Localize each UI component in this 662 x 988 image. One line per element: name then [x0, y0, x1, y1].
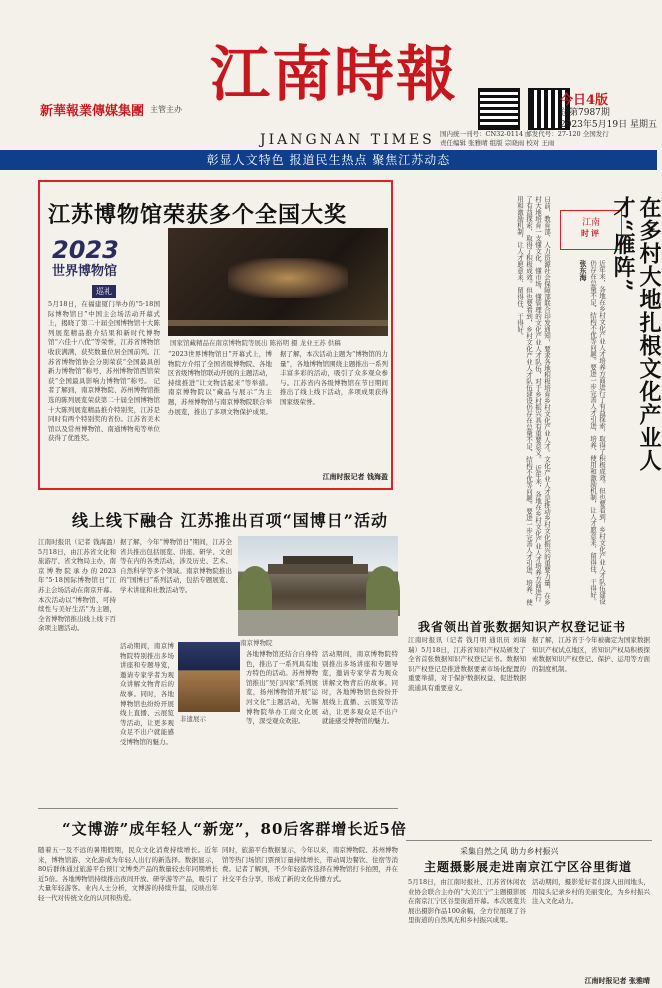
second-body-col1: 江南时报讯（记者 钱海盈）5月18日，由江苏省文化和旅游厅、省文物局主办，南京博物院承办的2023年“5·18国际博物馆日”江苏主会场活动在南京开幕。本次活动以“博物馆、可持续性与美好生活”为主题，全省博物馆推出线上线下百余项主题活动。 — [38, 538, 116, 633]
museum-photo-caption: 南京博物院 — [240, 639, 273, 647]
section-divider — [38, 808, 398, 809]
lead-paragraph: 记者了解到，南京博物院、苏州博物馆推选的陈列展览荣获第二十届全国博物馆十大陈列展览精品推介特别奖，江苏是同时有两个特别奖的省份。江苏省美术馆以及常州博物馆、南通博物苑等单位获得了优胜奖。 — [48, 376, 160, 443]
ip-headline: 我省领出首张数据知识产权登记证书 — [418, 620, 627, 634]
commentary-byline: 张东海 — [579, 260, 588, 281]
masthead-latin: JIANGNAN TIMES — [260, 132, 435, 148]
third-body-col1: 随着五一及不远的暑期假期，民众文化消费持续增长。近年来，博物馆游、文化游成为年轻人出行的新选择。数据显示，80后群体通过旅游平台预订文博类产品的数量较去年同期增长近5倍。各地博物馆持续推出夜间开放、研学游等产品，吸引了大量年轻游客。业内人士分析，文博游的持续升温，反映出年轻一代对传统文化的认同和热爱。 — [38, 846, 218, 902]
badge-ribbon: 巡礼 — [92, 285, 116, 298]
lead-body-col3 — [280, 350, 388, 468]
lead-headline: 江苏博物馆荣获多个全国大奖 — [48, 202, 348, 228]
right-body-vertical — [406, 196, 551, 606]
ip-body-col2: 据了解，江苏省于今年被确定为国家数据知识产权试点地区，省知识产权局积极探索数据知识产权登记、保护、运用等方面的制度机制。 — [532, 636, 650, 673]
qr-codes — [478, 88, 570, 130]
photo-show-body-col1: 5月18日，由江南时报社、江苏省休闲农业协会联合主办的“大美江宁”主题摄影展在南京江宁区谷里街道开幕。本次展览共展出摄影作品100余幅，全方位展现了谷里街道的自然风光和乡村振兴成果。 — [408, 878, 526, 925]
lead-body-col2 — [168, 350, 272, 478]
second-body-col2: 据了解，今年“博物馆日”期间，江苏全省共推出包括展览、讲座、研学、文创等在内的各类活动，涉及历史、艺术、自然科学等多个领域。南京博物院推出的“国博日”系列活动，包括专题展览、学术讲座和社教活动等。 — [120, 538, 232, 594]
qr-code-icon — [478, 88, 520, 130]
museum-day-badge — [52, 236, 162, 296]
issue-label: 今日4版 — [560, 93, 609, 108]
second-body-col5: 活动期间，南京博物院特别推出多场讲座和专题导览，邀请专家学者为观众讲解文物背后的故事。同时，各地博物馆也纷纷开展线上直播、云展览等活动，让更多观众足不出户就能感受博物馆的魅力。 — [322, 650, 398, 726]
distribution: 全国发行 — [582, 130, 609, 138]
editors-line: 责任编辑 张雅晴 组版 宗晓雨 校对 王雨 — [440, 139, 555, 147]
group-logo — [40, 100, 182, 119]
lead-paragraph: “2023世界博物馆日”开幕式上，博物院方介绍了全国省级博物院、各地区省级博物馆联动开展的主题活动，持续推进“让文物活起来”等举措。南京博物院以“藏品与展示”为主题，苏州博物馆与南京博物院联合举办展览，推出了多项文物保护成果。 — [168, 350, 272, 416]
lead-photo — [168, 228, 388, 336]
masthead-title: 江南時報 — [210, 40, 458, 110]
column-label: 江南 — [581, 218, 600, 228]
cn-code: 国内统一刊号：CN32-0114 — [440, 130, 524, 138]
slogan-bar: 彰显人文特色 报道民生热点 聚焦江苏动态 — [0, 150, 657, 170]
section-divider — [406, 840, 652, 841]
photo-show-byline: 江南时报记者 张雅晴 — [584, 976, 650, 985]
second-headline: 线上线下融合 江苏推出百项“国博日”活动 — [72, 511, 388, 530]
photo-show-headline: 主题摄影展走进南京江宁区谷里街道 — [424, 860, 633, 874]
right-paragraph: 近年来，各地在乡村文化产业人才培养方面进行了有益探索，取得了积极成效。但也要看到，乡村文化产业人才队伍建设仍存在总量不足、结构不优等问题。要进一步完善人才引进、培养、使用和激励机制，让人才愿意来、留得住、干得好。 — [516, 196, 542, 606]
craft-photo-caption: 非遗展示 — [180, 715, 206, 723]
lead-byline: 江南时报记者 钱海盈 — [322, 472, 388, 481]
commentary-headline: 在多村大地扎根文化产业人才“雁阵” — [610, 196, 662, 472]
badge-year: 2023 — [52, 236, 119, 264]
photo-show-body-col2: 活动期间，摄影爱好者们深入田间地头，用镜头记录乡村的美丽变化，为乡村振兴注入文化动力。 — [532, 878, 650, 906]
postal-code: 邮发代号：27-120 — [525, 130, 581, 138]
second-body-col4: 各地博物馆还结合自身特色，推出了一系列具有地方特色的活动。苏州博物馆推出“吴门四家”系列展览，扬州博物馆开展“运河文化”主题活动，无锡博物院举办工商文化展等，深受观众欢迎。 — [246, 650, 318, 726]
issue-info — [560, 95, 657, 131]
lead-paragraph: 5月18日，在福建厦门举办的“5·18国际博物馆日”中国主会场活动开幕式上，揭晓了第二十届全国博物馆十大陈列展览精品推介结果和新时代博物馆“六佳十八优”等荣誉，江苏省博物馆收获满满，获奖数量位居全国前列。江苏省博物馆协会分别荣获“全国最具创新力博物馆”称号，苏州博物馆西馆荣获“全国最具影响力博物馆”称号。 — [48, 300, 160, 385]
third-body-col2: 同时，旅游平台数据显示，今年以来，南京博物院、苏州博物馆等热门场馆门票预订量持续增长，带动周边餐饮、住宿等消费。记者了解到，不少年轻游客选择在博物馆打卡拍照，并在社交平台分享，形成了新的文化传播方式。 — [222, 846, 398, 883]
badge-text: 世界博物馆 — [52, 264, 118, 279]
museum-photo — [238, 536, 398, 636]
third-headline: “文博游”成年轻人“新宠”，80后客群增长近5倍 — [62, 820, 407, 838]
right-paragraph: 日前，教育部、人力资源社会保障部联合印发通知，要求各地积极培育乡村文化产业人才。文化产业人才是推动乡村文化振兴的重要力量，在乡村大地培育一支懂文化、懂市场、懂管理的文化产业人才队伍，对于乡村振兴具有重要意义。 — [534, 196, 551, 606]
group-logo-sub: 主管主办 — [150, 105, 183, 114]
lead-photo-caption: 国家馆藏精品在南京博物院等展出 陈裕明 摄 龙业王苏 供稿 — [170, 339, 341, 347]
photo-show-kicker: 采集自然之风 助力乡村振兴 — [460, 847, 559, 856]
issue-number: 总第7987期 — [560, 108, 610, 118]
group-logo-text: 新華報業傳媒集團 — [40, 104, 145, 119]
commentary-paragraph: 近年来，各地在乡村文化产业人才培养方面进行了有益探索，取得了积极成效。但也要看到，乡村文化产业人才队伍建设仍存在总量不足、结构不优等问题。要进一步完善人才引进、培养、使用和激励机制，让人才愿意来、留得住、干得好。 — [589, 260, 606, 605]
commentary-body — [560, 260, 606, 606]
lead-body-col1 — [48, 300, 160, 478]
ip-body-col1: 江南时报讯（记者 钱月明 通讯员 刘瑞瑞）5月18日，江苏省知识产权局颁发了全省首张数据知识产权登记证书。数据知识产权登记是推进数据要素市场化配置的重要举措，对于保护数据权益、促进数据流通具有重要意义。 — [408, 636, 526, 692]
publication-meta — [440, 130, 650, 148]
issue-date: 2023年5月19日 星期五 — [560, 120, 657, 130]
column-sub: 时评 — [581, 228, 601, 238]
second-body-col3: 活动期间，南京博物院特别推出多场讲座和专题导览，邀请专家学者为观众讲解文物背后的故事。同时，各地博物馆也纷纷开展线上直播、云展览等活动，让更多观众足不出户就能感受博物馆的魅力。 — [120, 642, 174, 746]
craft-photo — [178, 642, 240, 712]
lead-paragraph: 据了解，本次活动主题为“博物馆的力量”，各地博物馆围绕主题推出一系列丰富多彩的活动，吸引了众多观众参与。江苏省内各级博物馆在节日期间推出了线上线下活动，多项成果获得国家级荣誉。 — [280, 350, 388, 406]
